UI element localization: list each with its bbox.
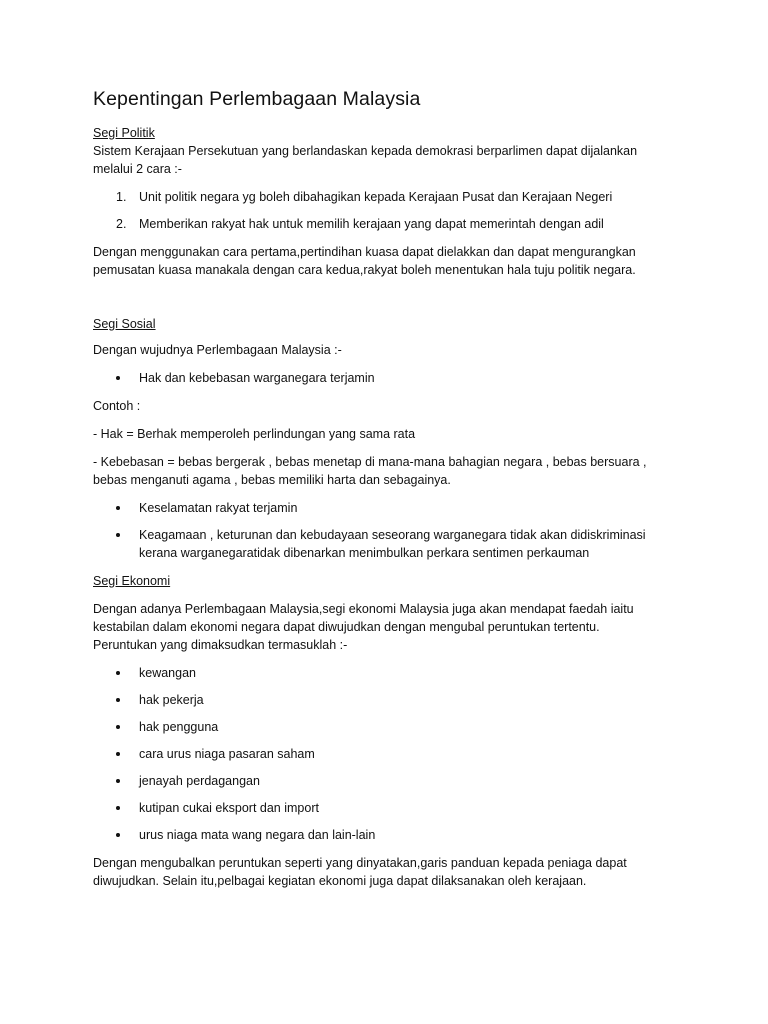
bullet-icon	[116, 752, 120, 756]
bullet-icon	[116, 806, 120, 810]
politik-intro-line2: melalui 2 cara :-	[93, 162, 182, 176]
list-item	[93, 718, 683, 736]
list-item-text-continued: kerana warganegaratidak dibenarkan menimbulkan perkara sentimen perkauman	[139, 546, 590, 560]
bullet-icon	[116, 376, 120, 380]
list-item-text: jenayah perdagangan	[139, 774, 260, 788]
list-item-text: Hak dan kebebasan warganegara terjamin	[139, 371, 375, 385]
section-heading-sosial: Segi Sosial	[93, 317, 156, 331]
list-item-text: kutipan cukai eksport dan import	[139, 801, 319, 815]
ekonomi-intro-line3: Peruntukan yang dimaksudkan termasuklah :-	[93, 638, 348, 652]
list-item-text: Memberikan rakyat hak untuk memilih kerajaan yang dapat memerintah dengan adil	[139, 217, 604, 231]
document-title: Kepentingan Perlembagaan Malaysia	[93, 88, 421, 110]
politik-intro-line1: Sistem Kerajaan Persekutuan yang berlandaskan kepada demokrasi berparlimen dapat dijalankan	[93, 144, 638, 158]
politik-para-line2: pemusatan kuasa manakala dengan cara kedua,rakyat boleh menentukan hala tuju politik negara.	[93, 263, 636, 277]
bullet-icon	[116, 671, 120, 675]
list-item	[93, 664, 683, 682]
bullet-icon	[116, 533, 120, 537]
bullet-icon	[116, 506, 120, 510]
list-item-text: cara urus niaga pasaran saham	[139, 747, 315, 761]
list-item	[93, 526, 683, 562]
list-item	[93, 745, 683, 763]
ekonomi-para-line2: diwujudkan. Selain itu,pelbagai kegiatan ekonomi juga dapat dilaksanakan oleh kerajaan.	[93, 874, 587, 888]
sosial-kebebasan-line1: - Kebebasan = bebas bergerak , bebas menetap di mana-mana bahagian negara , bebas bersuara ,	[93, 455, 647, 469]
list-number: 2.	[116, 217, 127, 231]
sosial-kebebasan-line2: bebas menganuti agama , bebas memiliki harta dan sebagainya.	[93, 473, 451, 487]
section-heading-politik: Segi Politik	[93, 126, 155, 140]
politik-numbered-list	[93, 188, 683, 233]
list-item	[93, 799, 683, 817]
bullet-icon	[116, 779, 120, 783]
section-heading-ekonomi: Segi Ekonomi	[93, 574, 171, 588]
list-item-text: Unit politik negara yg boleh dibahagikan kepada Kerajaan Pusat dan Kerajaan Negeri	[139, 190, 613, 204]
bullet-icon	[116, 725, 120, 729]
bullet-icon	[116, 698, 120, 702]
bullet-icon	[116, 833, 120, 837]
list-item	[93, 826, 683, 844]
list-item-text: Keselamatan rakyat terjamin	[139, 501, 298, 515]
document-page	[93, 86, 683, 890]
list-item	[93, 772, 683, 790]
list-item-text: hak pengguna	[139, 720, 219, 734]
list-number: 1.	[116, 190, 127, 204]
list-item	[93, 369, 683, 387]
politik-para-line1: Dengan menggunakan cara pertama,pertindihan kuasa dapat dielakkan dan dapat mengurangkan	[93, 245, 636, 259]
list-item	[93, 188, 683, 206]
sosial-intro: Dengan wujudnya Perlembagaan Malaysia :-	[93, 343, 342, 357]
sosial-hak: - Hak = Berhak memperoleh perlindungan yang sama rata	[93, 427, 416, 441]
sosial-bullet-list-2	[93, 499, 683, 562]
ekonomi-intro-line1: Dengan adanya Perlembagaan Malaysia,segi ekonomi Malaysia juga akan mendapat faedah iaitu	[93, 602, 634, 616]
ekonomi-intro-line2: kestabilan dalam ekonomi negara dapat diwujudkan dengan mengubal peruntukan tertentu.	[93, 620, 600, 634]
sosial-bullet-list-1	[93, 369, 683, 387]
sosial-contoh: Contoh :	[93, 399, 141, 413]
ekonomi-bullet-list	[93, 664, 683, 844]
list-item	[93, 215, 683, 233]
list-item-text: urus niaga mata wang negara dan lain-lain	[139, 828, 376, 842]
list-item-text: kewangan	[139, 666, 196, 680]
list-item-text: Keagamaan , keturunan dan kebudayaan seseorang warganegara tidak akan didiskriminasi	[139, 528, 646, 542]
list-item	[93, 499, 683, 517]
ekonomi-para-line1: Dengan mengubalkan peruntukan seperti yang dinyatakan,garis panduan kepada peniaga dapat	[93, 856, 627, 870]
list-item	[93, 691, 683, 709]
list-item-text: hak pekerja	[139, 693, 204, 707]
